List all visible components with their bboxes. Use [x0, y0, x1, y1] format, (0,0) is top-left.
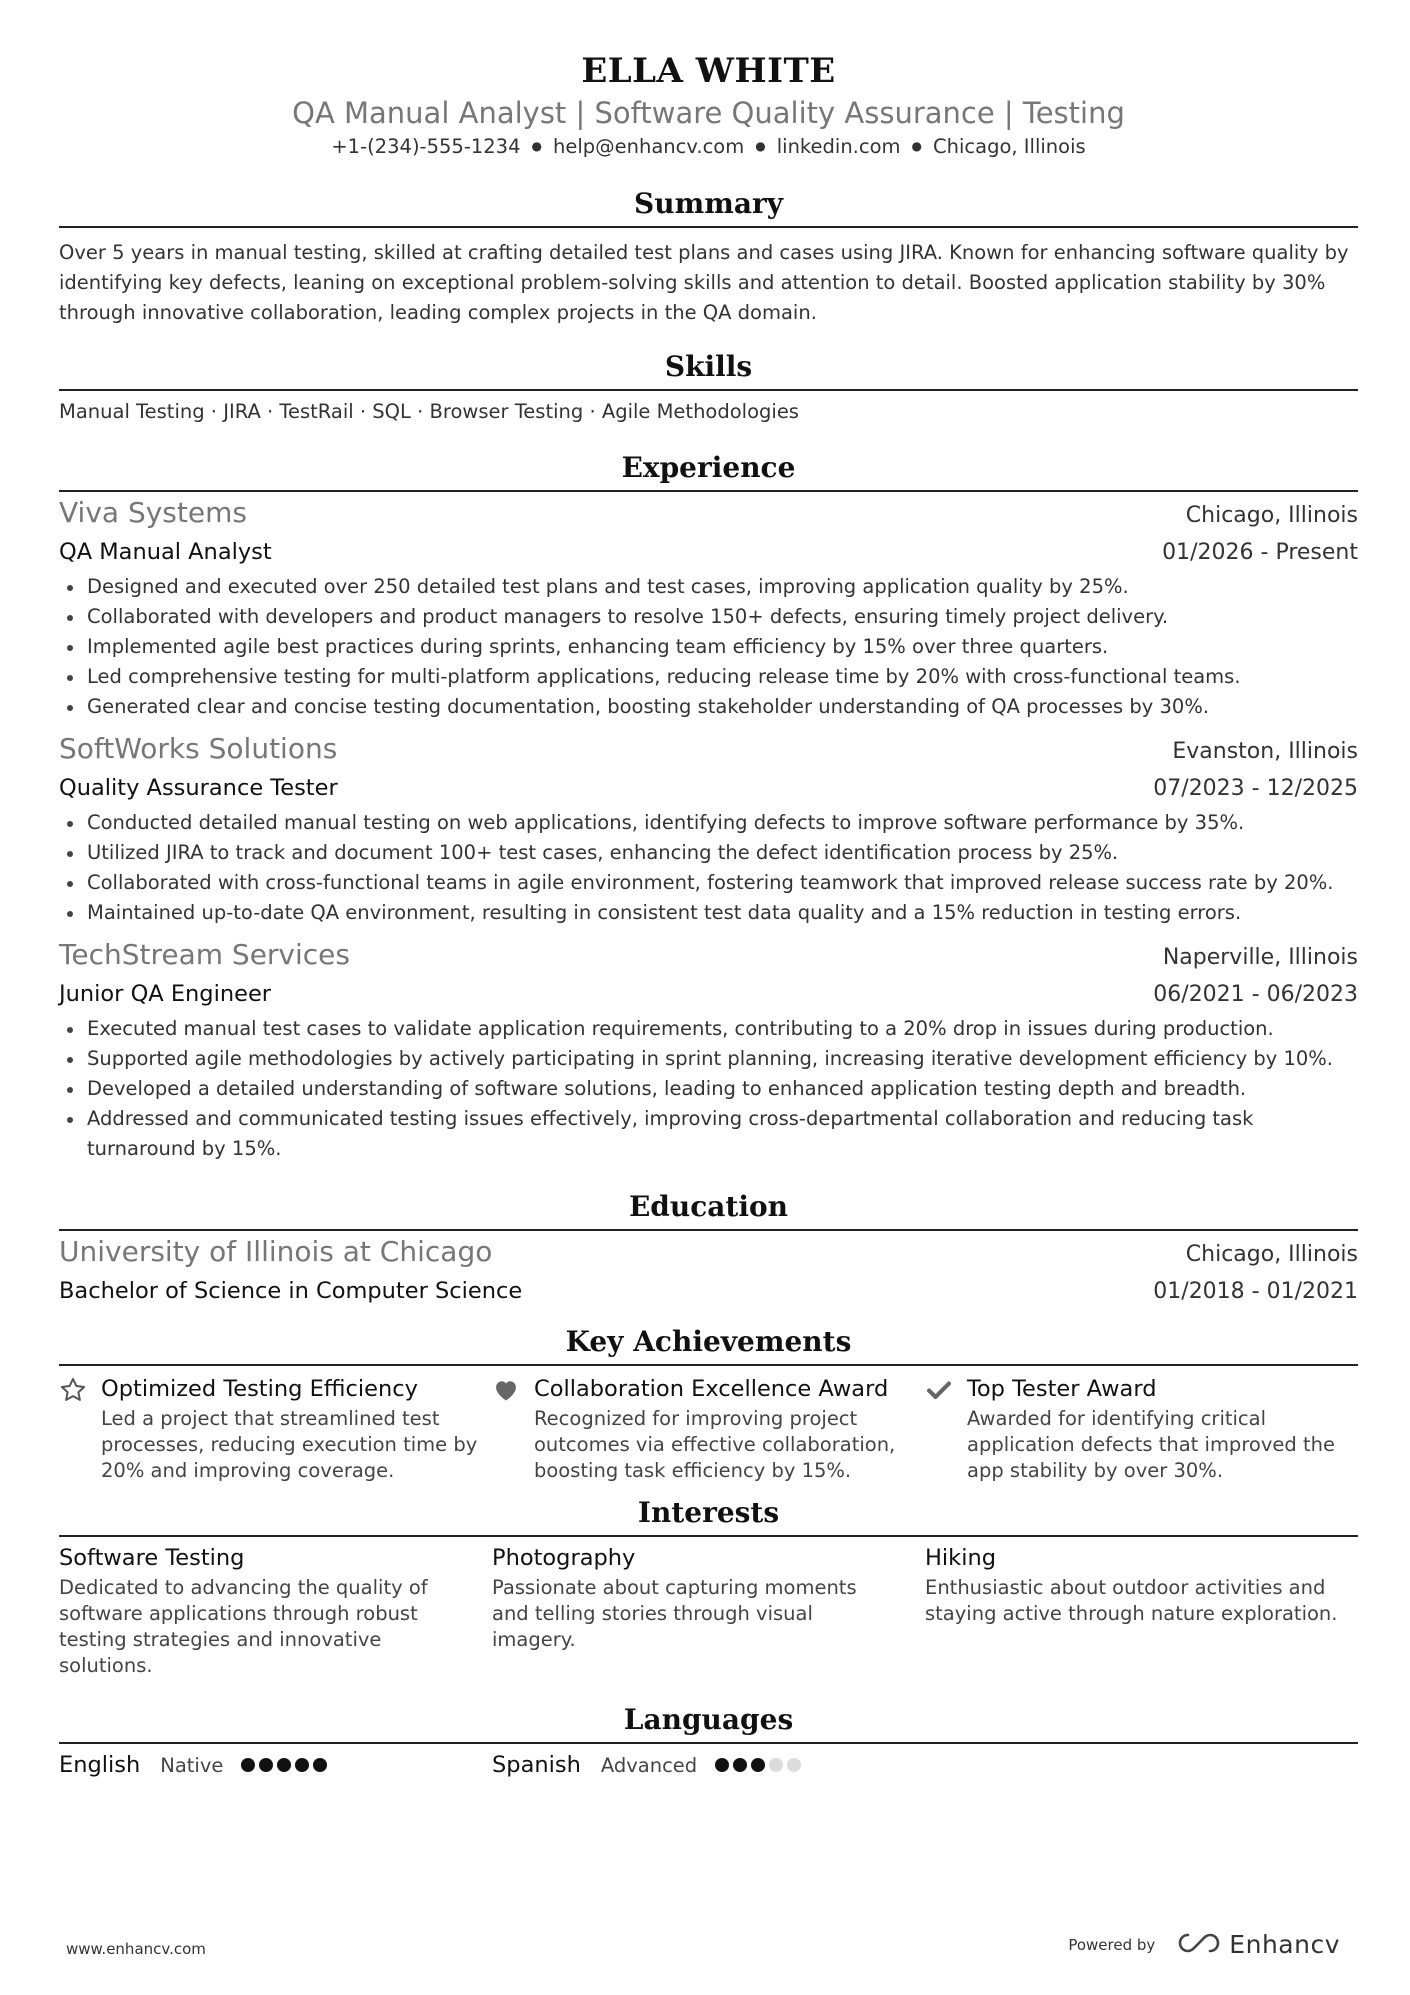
- section-divider: [59, 1742, 1358, 1744]
- location: Chicago, Illinois: [933, 135, 1086, 158]
- job-title: Quality Assurance Tester: [59, 775, 338, 801]
- degree: Bachelor of Science in Computer Science: [59, 1278, 523, 1304]
- achievement-title: Top Tester Award: [967, 1376, 1157, 1402]
- section-title-interests: Interests: [637, 1496, 780, 1529]
- bullet-item: Developed a detailed understanding of software solutions, leading to enhanced application testing depth and breadth.: [59, 1074, 1358, 1104]
- summary-section: [59, 185, 1358, 328]
- section-divider: [59, 490, 1358, 492]
- footer-branding: [1068, 1930, 1340, 1959]
- separator-dot-icon: ●: [755, 139, 766, 153]
- brand-name: Enhancv: [1229, 1930, 1340, 1959]
- section-divider: [59, 1535, 1358, 1537]
- star-icon: [59, 1372, 101, 1484]
- interest-desc: Dedicated to advancing the quality of software applications through robust testing strategies and innovative solutions.: [59, 1576, 428, 1677]
- linkedin[interactable]: linkedin.com: [776, 135, 901, 158]
- interest-item: [925, 1541, 1358, 1679]
- filled-dot-icon: [733, 1758, 747, 1772]
- achievement-desc: Awarded for identifying critical application defects that improved the app stability by over 30%.: [967, 1407, 1335, 1482]
- skills-list: Manual Testing · JIRA · TestRail · SQL · Browser Testing · Agile Methodologies: [59, 400, 799, 423]
- achievement-item: [492, 1372, 925, 1484]
- job-title: Junior QA Engineer: [59, 981, 272, 1007]
- job-bullets: [59, 808, 1358, 928]
- job-bullets: [59, 572, 1358, 722]
- bullet-item: Addressed and communicated testing issues effectively, improving cross-departmental collaboration and reducing task turnaround by 15%.: [59, 1104, 1358, 1164]
- job-dates: 07/2023 - 12/2025: [1153, 776, 1358, 801]
- check-icon: [925, 1372, 967, 1484]
- interests-section: [59, 1494, 1358, 1679]
- email[interactable]: help@enhancv.com: [552, 135, 745, 158]
- job-header: [59, 936, 1358, 977]
- achievements-grid: [59, 1372, 1358, 1484]
- job-subheader: [59, 535, 1358, 570]
- interest-desc: Passionate about capturing moments and telling stories through visual imagery.: [492, 1576, 857, 1651]
- interest-title: Hiking: [925, 1545, 996, 1571]
- achievement-item: [925, 1372, 1358, 1484]
- separator-dot-icon: ●: [531, 139, 542, 153]
- interest-item: [492, 1541, 925, 1679]
- bullet-item: Designed and executed over 250 detailed test plans and test cases, improving application quality by 25%.: [59, 572, 1358, 602]
- bullet-item: Executed manual test cases to validate application requirements, contributing to a 20% drop in issues during production.: [59, 1014, 1358, 1044]
- interest-desc: Enthusiastic about outdoor activities and staying active through nature exploration.: [925, 1576, 1338, 1625]
- achievement-desc: Led a project that streamlined test processes, reducing execution time by 20% and improving coverage.: [101, 1407, 478, 1482]
- summary-text: Over 5 years in manual testing, skilled at crafting detailed test plans and cases using JIRA. Known for enhancing software quality by identifying key defects, leaning on exceptional problem-solving skills and attention to detail. Boosted application stability by 30% through innovative collaboration, leading complex projects in the QA domain.: [59, 241, 1349, 324]
- company-name: SoftWorks Solutions: [59, 732, 338, 765]
- school-name: University of Illinois at Chicago: [59, 1235, 493, 1268]
- job-header: [59, 494, 1358, 535]
- job-title: QA Manual Analyst: [59, 539, 272, 565]
- job-dates: 06/2021 - 06/2023: [1153, 982, 1358, 1007]
- enhancv-logo-icon: [1177, 1931, 1221, 1959]
- filled-dot-icon: [715, 1758, 729, 1772]
- contact-line: [59, 132, 1358, 161]
- job-entry: [59, 936, 1358, 1164]
- school-location: Chicago, Illinois: [1185, 1242, 1358, 1267]
- education-section: [59, 1188, 1358, 1309]
- section-title-achievements: Key Achievements: [565, 1325, 852, 1358]
- filled-dot-icon: [751, 1758, 765, 1772]
- interest-title: Photography: [492, 1545, 636, 1571]
- education-header: [59, 1233, 1358, 1274]
- job-entry: [59, 494, 1358, 722]
- skills-section: [59, 348, 1358, 427]
- language-name: English: [59, 1752, 141, 1778]
- section-title-education: Education: [628, 1190, 789, 1223]
- resume-page: [59, 40, 1358, 1778]
- bullet-item: Utilized JIRA to track and document 100+ test cases, enhancing the defect identification process by 25%.: [59, 838, 1358, 868]
- proficiency-dots: [715, 1758, 801, 1772]
- job-entry: [59, 730, 1358, 928]
- interests-grid: [59, 1541, 1358, 1679]
- footer-website[interactable]: www.enhancv.com: [66, 1940, 206, 1958]
- phone[interactable]: +1-(234)-555-1234: [331, 135, 521, 158]
- bullet-item: Collaborated with developers and product managers to resolve 150+ defects, ensuring timely project delivery.: [59, 602, 1358, 632]
- job-subheader: [59, 977, 1358, 1012]
- language-name: Spanish: [492, 1752, 581, 1778]
- language-level: Advanced: [600, 1754, 698, 1777]
- job-location: Chicago, Illinois: [1185, 503, 1358, 528]
- job-dates: 01/2026 - Present: [1162, 540, 1358, 565]
- section-divider: [59, 389, 1358, 391]
- section-title-summary: Summary: [634, 187, 783, 220]
- bullet-item: Maintained up-to-date QA environment, resulting in consistent test data quality and a 15% reduction in testing errors.: [59, 898, 1358, 928]
- language-item: [59, 1752, 492, 1778]
- candidate-name: ELLA WHITE: [581, 51, 836, 91]
- empty-dot-icon: [787, 1758, 801, 1772]
- job-header: [59, 730, 1358, 771]
- job-bullets: [59, 1014, 1358, 1164]
- filled-dot-icon: [259, 1758, 273, 1772]
- section-title-languages: Languages: [623, 1703, 794, 1736]
- bullet-item: Implemented agile best practices during sprints, enhancing team efficiency by 15% over three quarters.: [59, 632, 1358, 662]
- achievement-title: Optimized Testing Efficiency: [101, 1376, 418, 1402]
- achievements-section: [59, 1323, 1358, 1484]
- section-title-skills: Skills: [664, 350, 753, 383]
- filled-dot-icon: [241, 1758, 255, 1772]
- heart-icon: [492, 1372, 534, 1484]
- languages-grid: [59, 1752, 1358, 1778]
- proficiency-dots: [241, 1758, 327, 1772]
- bullet-item: Generated clear and concise testing documentation, boosting stakeholder understanding of QA processes by 30%.: [59, 692, 1358, 722]
- job-location: Evanston, Illinois: [1172, 739, 1358, 764]
- achievement-item: [59, 1372, 492, 1484]
- company-name: TechStream Services: [59, 938, 350, 971]
- section-divider: [59, 1229, 1358, 1231]
- language-item: [492, 1752, 925, 1778]
- filled-dot-icon: [313, 1758, 327, 1772]
- section-title-experience: Experience: [621, 451, 796, 484]
- filled-dot-icon: [277, 1758, 291, 1772]
- education-subheader: [59, 1274, 1358, 1309]
- bullet-item: Supported agile methodologies by actively participating in sprint planning, increasing iterative development efficiency by 10%.: [59, 1044, 1358, 1074]
- separator-dot-icon: ●: [911, 139, 923, 153]
- education-dates: 01/2018 - 01/2021: [1153, 1279, 1358, 1304]
- powered-by-label: Powered by: [1068, 1935, 1156, 1954]
- experience-section: [59, 449, 1358, 1164]
- section-divider: [59, 1364, 1358, 1366]
- languages-section: [59, 1701, 1358, 1778]
- achievement-desc: Recognized for improving project outcomes via effective collaboration, boosting task efficiency by 15%.: [534, 1407, 896, 1482]
- language-level: Native: [160, 1754, 224, 1777]
- job-subheader: [59, 771, 1358, 806]
- bullet-item: Conducted detailed manual testing on web applications, identifying defects to improve software performance by 35%.: [59, 808, 1358, 838]
- company-name: Viva Systems: [59, 496, 247, 529]
- bullet-item: Led comprehensive testing for multi-platform applications, reducing release time by 20% with cross-functional teams.: [59, 662, 1358, 692]
- section-divider: [59, 226, 1358, 228]
- job-location: Naperville, Illinois: [1162, 945, 1358, 970]
- empty-dot-icon: [769, 1758, 783, 1772]
- filled-dot-icon: [295, 1758, 309, 1772]
- interest-item: [59, 1541, 492, 1679]
- headline: QA Manual Analyst | Software Quality Assurance | Testing: [292, 96, 1125, 130]
- interest-title: Software Testing: [59, 1545, 245, 1571]
- bullet-item: Collaborated with cross-functional teams in agile environment, fostering teamwork that improved release success rate by 20%.: [59, 868, 1358, 898]
- achievement-title: Collaboration Excellence Award: [534, 1376, 889, 1402]
